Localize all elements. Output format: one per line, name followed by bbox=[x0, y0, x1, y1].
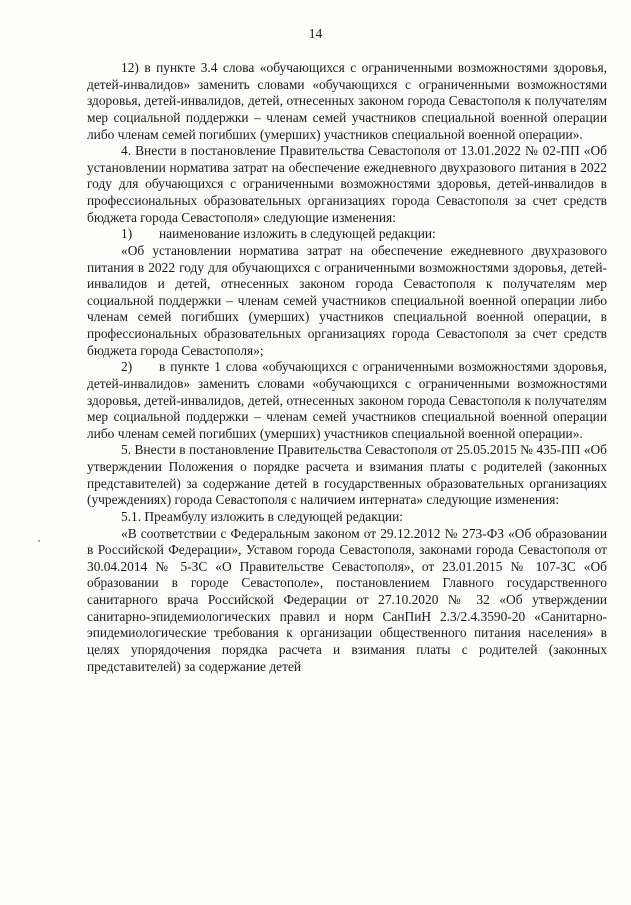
document-body bbox=[87, 60, 607, 675]
list-text: наименование изложить в следующей редакции: bbox=[159, 226, 436, 242]
list-text: в пункте 1 слова «обучающихся с ограниченными возможностями здоровья, детей-инвалидов» заменить словами «обучающихся с ограниченными возможностями здоровья, детей-инвалидов, детей, отнесенных законом города Севастополя к получателям мер социальной поддержки – членам семей участников специальной военной операции либо членам семей погибших (умерших) участников специальной военной операции». bbox=[87, 359, 607, 441]
scan-speck bbox=[38, 540, 40, 542]
paragraph-section-5: 5. Внести в постановление Правительства Севастополя от 25.05.2015 № 435-ПП «Об утверждении Положения о порядке расчета и взимания платы с родителей (законных представителей) за содержание детей в государственных образовательных организациях (учреждениях) города Севастополя с наличием интерната» следующие изменения: bbox=[87, 442, 607, 508]
list-item-1 bbox=[87, 226, 607, 243]
paragraph-preamble: «В соответствии с Федеральным законом от 29.12.2012 № 273-ФЗ «Об образовании в Российской Федерации», Уставом города Севастополя, законами города Севастополя от 30.04.2014 № 5-ЗС «О Правительстве Севастополя», от 23.01.2015 № 107-ЗС «Об образовании в городе Севастополе», постановлением Главного государственного санитарного врача Российской Федерации от 27.10.2020 № 32 «Об утверждении санитарно-эпидемиологических правил и норм СанПиН 2.3/2.4.3590-20 «Санитарно-эпидемиологические требования к организации общественного питания населения» в целях упорядочения порядка расчета и взимания платы с родителей (законных представителей) за содержание детей bbox=[87, 525, 607, 674]
page-number: 14 bbox=[308, 26, 323, 41]
paragraph-section-5-1: 5.1. Преамбулу изложить в следующей редакции: bbox=[121, 508, 403, 524]
list-number: 1) bbox=[121, 226, 133, 242]
paragraph-item-12: 12) в пункте 3.4 слова «обучающихся с ограниченными возможностями здоровья, детей-инвалидов» заменить словами «обучающихся с ограниченными возможностями здоровья, детей-инвалидов, детей, отнесенных законом города Севастополя к получателям мер социальной поддержки – членам семей участников специальной военной операции либо членам семей погибших (умерших) участников специальной военной операции». bbox=[87, 60, 607, 142]
paragraph-section-4: 4. Внести в постановление Правительства Севастополя от 13.01.2022 № 02-ПП «Об установлении норматива затрат на обеспечение ежедневного двухразового питания в 2022 году для обучающихся с ограниченными возможностями здоровья, детей-инвалидов в профессиональных образовательных организациях города Севастополя за счет средств бюджета города Севастополя» следующие изменения: bbox=[87, 143, 607, 225]
list-number: 2) bbox=[121, 359, 133, 375]
paragraph-new-title: «Об установлении норматива затрат на обеспечение ежедневного двухразового питания в 2022 году для обучающихся с ограниченными возможностями здоровья, детей-инвалидов и детей, отнесенных законом города Севастополя к получателям мер социальной поддержки – членам семей участников специальной военной операции либо членам семей погибших (умерших) участников специальной военной операции, в профессиональных образовательных организациях города Севастополя за счет средств бюджета города Севастополя»; bbox=[87, 242, 607, 358]
list-item-2 bbox=[87, 359, 607, 442]
